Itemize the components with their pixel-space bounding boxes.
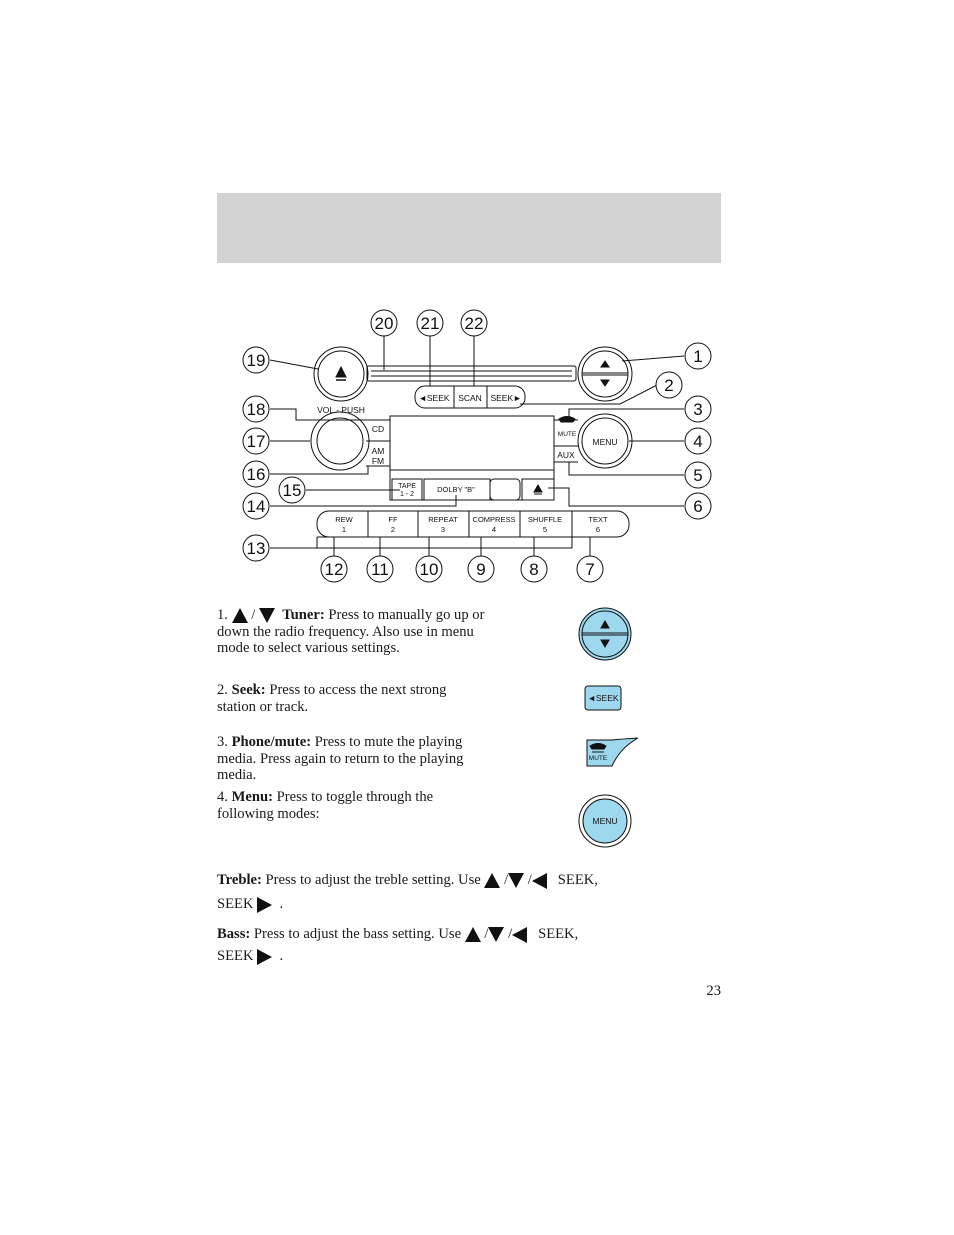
bass-title: Bass: — [217, 926, 251, 942]
fm-label: FM — [371, 456, 385, 466]
vol-push-label: VOL - PUSH — [317, 405, 365, 415]
callout-number-21: 21 — [420, 314, 440, 333]
callout-number-9: 9 — [476, 560, 486, 579]
scan-label: SCAN — [458, 393, 482, 403]
item-phone-mute — [217, 734, 472, 784]
item-text: Press to toggle through the following modes: — [217, 789, 434, 822]
callout-number-20: 20 — [374, 314, 394, 333]
callout-number-2: 2 — [664, 376, 674, 395]
down-arrow-icon — [259, 608, 275, 623]
seek-word: SEEK — [217, 896, 254, 912]
item-tuner — [217, 607, 497, 657]
seek-left-label: ◄SEEK — [418, 393, 450, 403]
preset-labels — [335, 515, 608, 534]
aux-label: AUX — [557, 450, 575, 460]
up-arrow-icon — [465, 927, 481, 942]
preset-name-2: FF — [388, 515, 398, 524]
separator: / — [251, 607, 256, 623]
seek-right-label: SEEK► — [490, 393, 522, 403]
left-arrow-icon — [532, 873, 547, 889]
preset-name-5: SHUFFLE — [527, 515, 563, 524]
separator: / — [504, 872, 509, 888]
callout-number-6: 6 — [693, 497, 703, 516]
bass-line-2 — [217, 948, 283, 965]
callout-number-17: 17 — [246, 432, 266, 451]
menu-label: MENU — [592, 437, 618, 447]
period: . — [279, 896, 284, 912]
item-number: 2. — [217, 682, 228, 698]
preset-number-6: 6 — [595, 525, 601, 534]
callout-number-18: 18 — [246, 400, 266, 419]
separator: / — [484, 926, 489, 942]
right-arrow-icon — [257, 949, 272, 965]
item-seek — [217, 682, 467, 715]
callout-number-10: 10 — [419, 560, 439, 579]
callout-number-7: 7 — [585, 560, 595, 579]
seek-word: SEEK — [217, 948, 254, 964]
item-number: 1. — [217, 607, 228, 623]
separator: / — [527, 872, 532, 888]
preset-name-6: TEXT — [588, 515, 608, 524]
preset-number-2: 2 — [390, 525, 396, 534]
callout-number-16: 16 — [246, 465, 266, 484]
preset-name-4: COMPRESS — [472, 515, 516, 524]
callout-number-15: 15 — [282, 481, 302, 500]
treble-line-1 — [217, 872, 598, 889]
preset-name-1: REW — [335, 515, 353, 524]
preset-number-5: 5 — [542, 525, 548, 534]
callout-number-22: 22 — [464, 314, 484, 333]
bass-line-1 — [217, 926, 578, 943]
item-title: Menu: — [231, 789, 273, 805]
treble-line-2 — [217, 896, 283, 913]
mute-label: MUTE — [557, 431, 577, 438]
preset-number-4: 4 — [491, 525, 497, 534]
bass-text: Press to adjust the bass setting. Use — [253, 926, 462, 942]
item-number: 3. — [217, 734, 228, 750]
down-arrow-icon — [488, 927, 504, 942]
callout-number-8: 8 — [529, 560, 539, 579]
menu-icon-label: MENU — [592, 816, 618, 826]
callout-number-13: 13 — [246, 539, 266, 558]
callout-number-5: 5 — [693, 466, 703, 485]
page-number: 23 — [706, 983, 721, 999]
item-title: Tuner: — [282, 607, 325, 623]
callout-number-12: 12 — [324, 560, 344, 579]
up-arrow-icon — [484, 873, 500, 888]
up-arrow-icon — [232, 608, 248, 623]
tuner-knob — [578, 347, 632, 401]
callout-number-11: 11 — [371, 560, 389, 579]
seek-word: SEEK, — [538, 926, 579, 942]
right-arrow-icon — [257, 897, 272, 913]
item-number: 4. — [217, 789, 228, 805]
preset-number-1: 1 — [341, 525, 347, 534]
item-text: Press to manually go up or down the radio frequency. Also use in menu mode to select various settings. — [217, 607, 485, 657]
dolby-label: DOLBY "B" — [437, 485, 475, 494]
callout-number-4: 4 — [693, 432, 703, 451]
cd-label: CD — [371, 424, 385, 434]
eject-knob — [314, 347, 368, 401]
item-text: Press to access the next strong station or track. — [217, 682, 447, 715]
callout-number-1: 1 — [693, 347, 703, 366]
down-arrow-icon — [508, 873, 524, 888]
preset-name-3: REPEAT — [428, 515, 458, 524]
item-menu — [217, 789, 462, 822]
callout-number-3: 3 — [693, 400, 703, 419]
callout-number-14: 14 — [246, 497, 266, 516]
separator: / — [508, 926, 513, 942]
seek-word: SEEK, — [557, 872, 598, 888]
seek-icon-label: ◄SEEK — [587, 693, 619, 703]
tape-sub-label: 1 - 2 — [399, 491, 415, 498]
left-arrow-icon — [512, 927, 527, 943]
item-title: Seek: — [231, 682, 266, 698]
mute-icon-label: MUTE — [588, 755, 608, 762]
am-label: AM — [371, 446, 385, 456]
item-title: Phone/mute: — [231, 734, 312, 750]
preset-number-3: 3 — [440, 525, 446, 534]
tuner-icon — [579, 608, 631, 660]
tape-label: TAPE — [398, 483, 416, 490]
treble-text: Press to adjust the treble setting. Use — [265, 872, 481, 888]
treble-title: Treble: — [217, 872, 262, 888]
period: . — [279, 948, 284, 964]
callout-number-19: 19 — [246, 351, 266, 370]
item-text: Press to mute the playing media. Press again to return to the playing media. — [217, 734, 464, 784]
callout-numbers — [243, 310, 711, 582]
